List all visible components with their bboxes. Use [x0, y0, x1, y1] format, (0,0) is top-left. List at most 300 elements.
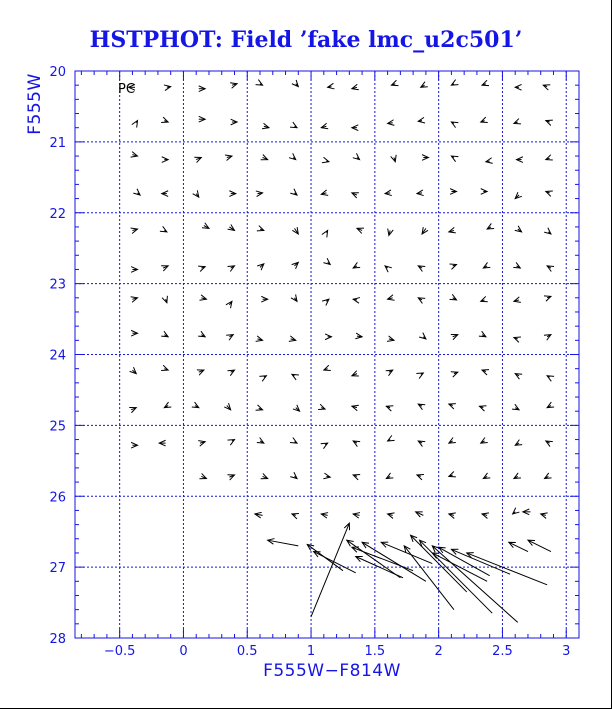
small-offset-arrow [160, 226, 167, 232]
small-offset-arrow [225, 155, 232, 161]
arrow-head [386, 473, 393, 479]
arrow-head [451, 122, 458, 128]
small-offset-arrow [450, 189, 456, 195]
small-offset-arrow [131, 152, 138, 158]
arrow-head [418, 266, 425, 272]
small-offset-arrow [256, 336, 263, 342]
arrow-head [546, 191, 553, 196]
arrow-head [483, 262, 490, 268]
long-offset-arrow [255, 512, 263, 518]
arrow-shaft [432, 546, 517, 623]
small-offset-arrow [162, 296, 167, 303]
arrow-head [290, 437, 297, 443]
arrow-head [422, 227, 428, 234]
arrow-head [290, 122, 297, 128]
small-offset-arrow [159, 440, 165, 446]
arrow-head [322, 299, 329, 305]
arrow-head [451, 334, 458, 339]
arrow-head [161, 365, 168, 370]
arrow-head [451, 372, 458, 377]
arrow-head [228, 370, 235, 376]
small-offset-arrow [290, 122, 297, 128]
small-offset-arrow [449, 404, 456, 409]
arrow-head [322, 230, 328, 237]
small-offset-arrow [451, 122, 458, 128]
small-offset-arrow [450, 264, 457, 269]
arrow-head [321, 123, 328, 129]
small-offset-arrow [545, 473, 552, 479]
arrow-head [357, 228, 364, 233]
arrow-head [291, 294, 297, 301]
arrow-head [194, 157, 201, 162]
small-offset-arrow [257, 437, 264, 443]
arrow-head [199, 473, 206, 478]
small-offset-arrow [451, 156, 458, 162]
small-offset-arrow [388, 435, 395, 441]
y-tick-label: 21 [49, 135, 66, 151]
small-offset-arrow [451, 372, 458, 377]
small-offset-arrow [353, 475, 360, 480]
arrow-head [202, 223, 209, 229]
small-offset-arrow [230, 83, 237, 89]
small-offset-arrow [161, 117, 168, 122]
small-offset-arrow [514, 473, 521, 479]
arrow-shaft [509, 542, 528, 551]
arrow-shaft [404, 546, 454, 610]
arrow-head [131, 152, 138, 158]
arrow-head [541, 513, 548, 519]
arrow-head [546, 441, 553, 447]
small-offset-arrow [482, 370, 489, 375]
small-offset-arrow [483, 473, 490, 479]
arrow-head [391, 80, 398, 85]
long-offset-arrow [416, 512, 424, 517]
arrow-head [514, 473, 521, 479]
small-offset-arrow [514, 337, 521, 342]
arrow-head [449, 227, 456, 233]
small-offset-arrow [261, 296, 267, 302]
y-tick-label: 27 [49, 561, 66, 577]
arrow-head [544, 335, 551, 341]
small-offset-arrow [418, 298, 425, 304]
arrow-head [132, 121, 138, 128]
small-offset-arrow [352, 84, 359, 90]
small-offset-arrow [131, 228, 138, 234]
arrow-shaft [314, 552, 356, 573]
small-offset-arrow [512, 404, 519, 410]
arrow-head [322, 157, 329, 163]
small-offset-arrow [228, 224, 235, 230]
arrow-head [451, 156, 458, 162]
arrow-head [416, 373, 423, 379]
arrow-head [543, 85, 550, 90]
small-offset-arrow [353, 441, 360, 447]
small-offset-arrow [544, 228, 551, 234]
panel-label: PC [118, 82, 135, 97]
arrow-head [353, 262, 360, 268]
long-offset-arrow [482, 513, 489, 519]
arrow-head [418, 117, 425, 123]
long-offset-arrow [528, 540, 551, 551]
arrow-head [486, 158, 493, 164]
long-offset-arrow [404, 546, 454, 610]
arrow-head [544, 228, 551, 234]
small-offset-arrow [486, 158, 493, 164]
arrow-head [131, 228, 138, 234]
small-offset-arrow [417, 190, 424, 196]
small-offset-arrow [418, 266, 425, 272]
small-offset-arrow [321, 443, 328, 449]
arrow-head [256, 336, 263, 342]
small-offset-arrow [194, 157, 201, 162]
long-offset-arrow [321, 513, 328, 519]
arrow-head [352, 84, 359, 90]
small-offset-arrow [162, 191, 168, 197]
arrow-head [417, 475, 424, 480]
arrow-head [515, 374, 522, 380]
chart-title: HSTPHOT: Field ’fake lmc_u2c501’ [89, 27, 523, 53]
small-offset-arrow [321, 190, 328, 196]
arrow-head [198, 441, 205, 447]
long-offset-arrow [311, 523, 349, 617]
x-tick-label: 1 [306, 644, 316, 659]
long-offset-arrow [523, 509, 531, 515]
arrow-head [450, 294, 457, 300]
small-offset-arrow [544, 296, 551, 301]
arrow-head [328, 83, 335, 89]
small-offset-arrow [131, 330, 137, 336]
small-offset-arrow [321, 123, 328, 129]
small-offset-arrow [546, 120, 553, 125]
small-offset-arrow [132, 121, 138, 128]
y-tick-label: 28 [49, 632, 66, 647]
arrow-head [547, 402, 554, 408]
small-offset-arrow [131, 267, 137, 273]
small-offset-arrow [231, 119, 237, 125]
small-offset-arrow [131, 297, 138, 303]
small-offset-arrow [386, 406, 393, 411]
y-tick-label: 24 [49, 348, 66, 364]
x-tick-label: 0.5 [236, 644, 258, 659]
small-offset-arrow [481, 296, 488, 301]
small-offset-arrow [547, 266, 554, 272]
small-offset-arrow [516, 157, 522, 163]
arrow-head [418, 298, 425, 304]
small-offset-arrow [388, 120, 395, 126]
arrow-head [479, 331, 486, 337]
small-offset-arrow [451, 80, 458, 86]
arrow-head [387, 336, 394, 342]
small-offset-arrow [226, 301, 232, 308]
small-offset-arrow [419, 333, 426, 339]
arrow-head [482, 370, 489, 375]
small-offset-arrow [164, 402, 171, 408]
small-offset-arrow [546, 441, 553, 447]
small-offset-arrow [257, 226, 264, 231]
small-offset-arrow [129, 407, 136, 412]
arrow-head [545, 473, 552, 479]
arrow-head [257, 437, 264, 443]
small-offset-arrow [290, 472, 297, 478]
arrow-head [289, 153, 296, 159]
arrow-head [544, 296, 551, 301]
long-offset-arrow [467, 553, 547, 585]
small-offset-arrow [353, 153, 360, 159]
small-offset-arrow [515, 440, 522, 446]
small-offset-arrow [197, 370, 204, 375]
small-offset-arrow [289, 336, 296, 342]
long-offset-arrow [314, 552, 356, 573]
small-offset-arrow [261, 155, 268, 160]
small-offset-arrow [515, 374, 522, 380]
small-offset-arrow [292, 80, 298, 87]
small-offset-arrow [325, 334, 331, 340]
small-offset-arrow [386, 370, 393, 376]
small-offset-arrow [164, 85, 171, 91]
small-offset-arrow [417, 475, 424, 480]
arrow-head [483, 473, 490, 479]
arrow-head [352, 405, 359, 411]
arrow-head [160, 226, 167, 232]
small-offset-arrow [290, 189, 297, 195]
small-offset-arrow [385, 266, 392, 272]
long-offset-arrow [541, 513, 548, 519]
y-tick-label: 22 [49, 206, 66, 222]
small-offset-arrow [228, 266, 235, 272]
small-offset-arrow [229, 191, 235, 197]
small-offset-arrow [449, 472, 456, 477]
small-offset-arrow [130, 367, 137, 373]
arrow-head [386, 406, 393, 411]
arrow-head [198, 331, 205, 337]
small-offset-arrow [543, 85, 550, 90]
long-offset-arrow [432, 546, 517, 623]
small-offset-arrow [352, 405, 359, 411]
arrow-head [449, 513, 456, 519]
arrow-head [449, 404, 456, 409]
arrow-head [292, 227, 298, 234]
small-offset-arrow [422, 155, 428, 161]
small-offset-arrow [323, 258, 330, 264]
arrow-head [546, 155, 553, 160]
small-offset-arrow [293, 405, 300, 411]
small-offset-arrow [226, 335, 233, 341]
arrow-field [129, 80, 554, 623]
arrow-head [162, 296, 167, 303]
small-offset-arrow [289, 153, 296, 159]
small-offset-arrow [198, 266, 205, 271]
arrow-head [512, 404, 519, 410]
small-offset-arrow [514, 297, 521, 303]
arrow-head [514, 337, 521, 342]
arrow-head [515, 440, 522, 446]
arrow-head [318, 404, 325, 409]
y-axis-label: F555W [25, 73, 45, 135]
small-offset-arrow [546, 155, 553, 160]
arrow-head [418, 441, 425, 447]
small-offset-arrow [200, 295, 207, 301]
small-offset-arrow [357, 228, 364, 233]
arrow-shaft [467, 553, 547, 585]
arrow-head [262, 123, 269, 129]
small-offset-arrow [515, 192, 522, 198]
small-offset-arrow [328, 83, 335, 89]
arrow-head [479, 406, 486, 411]
long-offset-arrow [292, 514, 299, 519]
arrow-head [228, 440, 235, 446]
x-tick-label: 2.5 [492, 644, 513, 659]
small-offset-arrow [391, 80, 398, 85]
small-offset-arrow [224, 403, 230, 410]
small-offset-arrow [161, 266, 168, 271]
arrow-head [487, 223, 494, 229]
arrow-head [352, 371, 359, 376]
small-offset-arrow [199, 116, 205, 122]
small-offset-arrow [418, 404, 425, 410]
arrow-head [289, 336, 296, 342]
small-offset-arrow [422, 227, 428, 234]
small-offset-arrow [228, 370, 235, 376]
arrow-head [164, 85, 171, 91]
arrow-head [482, 513, 489, 519]
small-offset-arrow [482, 80, 489, 85]
arrow-head [421, 82, 428, 88]
small-offset-arrow [291, 294, 297, 301]
arrow-head [352, 193, 359, 198]
long-offset-arrow [388, 513, 395, 519]
arrow-head [257, 226, 264, 231]
y-tick-label: 25 [49, 419, 66, 435]
small-offset-arrow [198, 331, 205, 337]
small-offset-arrow [418, 117, 425, 123]
arrow-head [197, 370, 204, 375]
small-offset-arrow [385, 190, 392, 196]
small-offset-arrow [515, 226, 522, 232]
arrow-head [161, 331, 168, 337]
small-offset-arrow [292, 262, 299, 268]
small-offset-arrow [352, 125, 358, 131]
arrow-head [388, 435, 395, 441]
small-offset-arrow [353, 262, 360, 268]
small-offset-arrow [198, 441, 205, 447]
arrow-head [449, 437, 456, 443]
arrow-head [256, 405, 263, 410]
small-offset-arrow [449, 437, 456, 443]
arrow-head [161, 266, 168, 271]
arrow-head [391, 155, 396, 162]
small-offset-arrow [479, 406, 486, 411]
arrow-head [261, 155, 268, 160]
arrow-head [200, 295, 207, 301]
small-offset-arrow [292, 227, 298, 234]
y-tick-label: 23 [49, 277, 66, 293]
arrow-head [353, 441, 360, 447]
small-offset-arrow [481, 189, 487, 195]
small-offset-arrow [513, 262, 520, 268]
small-offset-arrow [256, 405, 263, 410]
small-offset-arrow [192, 402, 199, 408]
small-offset-arrow [547, 402, 554, 408]
arrow-head [321, 190, 328, 196]
grid-lines [75, 71, 579, 638]
arrow-head [481, 117, 488, 122]
small-offset-arrow [131, 442, 137, 448]
small-offset-arrow [318, 404, 325, 409]
small-offset-arrow [199, 86, 205, 92]
small-offset-arrow [353, 298, 360, 304]
small-offset-arrow [387, 336, 394, 342]
small-offset-arrow [547, 376, 554, 382]
small-offset-arrow [227, 475, 234, 480]
small-offset-arrow [483, 262, 490, 268]
arrow-head [482, 80, 489, 85]
small-offset-arrow [256, 80, 263, 86]
arrow-head [290, 472, 297, 478]
arrow-head [133, 189, 140, 195]
small-offset-arrow [292, 374, 299, 380]
small-offset-arrow [450, 294, 457, 300]
small-offset-arrow [352, 371, 359, 376]
small-offset-arrow [418, 441, 425, 447]
long-offset-arrow [509, 542, 528, 551]
arrow-head [481, 437, 488, 443]
arrow-head [481, 296, 488, 301]
small-offset-arrow [161, 331, 168, 337]
x-tick-label: 1.5 [364, 644, 386, 659]
arrow-head [256, 80, 263, 86]
small-offset-arrow [386, 473, 393, 479]
arrow-head [292, 514, 299, 519]
arrow-head [513, 508, 520, 514]
small-offset-arrow [193, 190, 199, 197]
small-offset-arrow [161, 365, 168, 370]
small-offset-arrow [352, 193, 359, 198]
arrow-head [547, 376, 554, 382]
arrow-head [198, 266, 205, 271]
small-offset-arrow [290, 437, 297, 443]
small-offset-arrow [256, 191, 263, 197]
arrow-head [323, 258, 330, 264]
small-offset-arrow [515, 84, 521, 90]
arrow-head [514, 297, 521, 303]
small-offset-arrow [202, 223, 209, 229]
small-offset-arrow [261, 473, 268, 478]
small-offset-arrow [323, 473, 330, 479]
arrow-head [419, 333, 426, 339]
small-offset-arrow [257, 264, 264, 270]
small-offset-arrow [546, 191, 553, 196]
arrow-head [386, 370, 393, 376]
arrow-shaft [528, 540, 551, 551]
small-offset-arrow [388, 229, 394, 236]
long-offset-arrow [353, 513, 360, 519]
small-offset-arrow [451, 334, 458, 339]
arrow-head [514, 119, 521, 124]
arrow-head [192, 402, 199, 408]
arrow-head [226, 301, 232, 308]
small-offset-arrow [388, 295, 395, 301]
small-offset-arrow [544, 335, 551, 341]
small-offset-arrow [322, 157, 329, 163]
arrow-head [230, 83, 237, 89]
arrow-head [388, 295, 395, 301]
arrow-head [193, 190, 199, 197]
arrow-head [225, 155, 232, 161]
arrow-head [290, 189, 297, 195]
arrow-head [226, 335, 233, 341]
small-offset-arrow [259, 376, 266, 382]
arrow-head [418, 404, 425, 410]
